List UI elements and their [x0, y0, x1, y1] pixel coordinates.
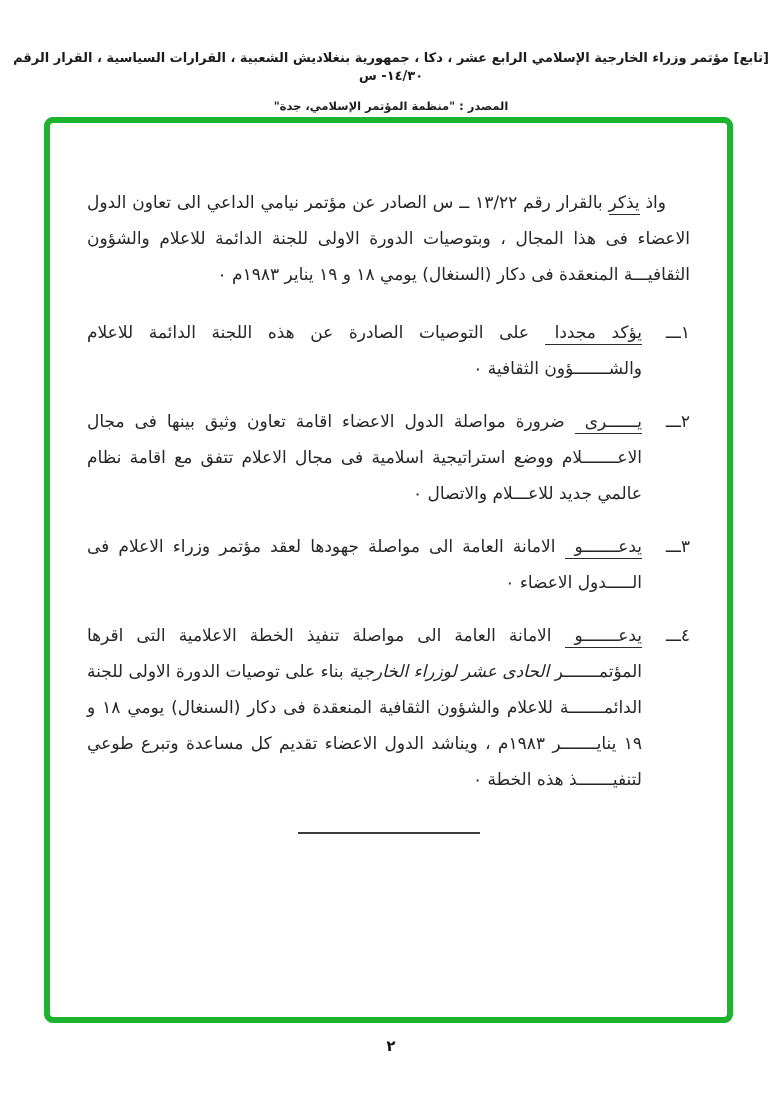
clause-4-body-a: الامانة العامة الى مواصلة تنفيذ الخطة الاعلامية التى اقرها المؤتمـــــــر — [87, 626, 642, 682]
preamble-underlined-word: يذكر — [608, 193, 640, 213]
clause-3-number: ٣ـــ — [665, 537, 690, 557]
clause-1-lead: يؤكد مجددا — [545, 323, 642, 345]
clause-3 — [87, 529, 690, 601]
clause-2-body: ضرورة مواصلة الدول الاعضاء اقامة تعاون وثيق بينها فى مجال الاعـــــــلام ووضع استراتيجية اسلامية فى مجال الاعلام تتفق مع اقامة نظام عالمي جديد للاعـــلام والاتصال ٠ — [87, 412, 642, 504]
page-number: ٢ — [386, 1037, 396, 1055]
clause-3-lead: يدعـــــــو — [565, 537, 642, 559]
section-divider — [298, 832, 480, 834]
green-border-frame — [44, 117, 733, 1023]
clause-4-lead: يدعـــــــو — [565, 626, 642, 648]
header-citation — [0, 50, 782, 113]
clause-2-text — [87, 404, 642, 512]
clause-1-number: ١ـــ — [665, 323, 690, 343]
clause-4-number: ٤ـــ — [665, 626, 690, 646]
clause-2 — [87, 404, 690, 512]
preamble-opening: واذ — [639, 193, 666, 213]
preamble-body: بالقرار رقم ١٣/٢٢ ــ س الصادر عن مؤتمر نيامي الداعي الى تعاون الدول الاعضاء فى هذا المجال ، وبتوصيات الدورة الاولى للجنة الدائمة للاعلام والشؤون الثقافيـــة المنعقدة فى دكار (السنغال) يومي ١٨ و ١٩ يناير ١٩٨٣م ٠ — [87, 193, 690, 285]
clause-3-text — [87, 529, 642, 601]
clause-4-handwritten-phrase: الحادى عشر لوزراء الخارجية — [349, 662, 550, 682]
clause-1-body: على التوصيات الصادرة عن هذه اللجنة الدائمة للاعلام والشـــــــؤون الثقافية ٠ — [87, 323, 642, 379]
resolution-text — [87, 185, 690, 834]
clause-1-text — [87, 315, 642, 387]
clause-2-number: ٢ـــ — [665, 412, 690, 432]
source-line: المصدر : "منظمة المؤتمر الإسلامي، جدة" — [273, 99, 509, 113]
clause-1 — [87, 315, 690, 387]
clause-2-lead: يــــــرى — [575, 412, 642, 434]
clause-3-body: الامانة العامة الى مواصلة جهودها لعقد مؤتمر وزراء الاعلام فى الـــــدول الاعضاء ٠ — [87, 537, 642, 593]
citation-line: [تابع] مؤتمر وزراء الخارجية الإسلامي الرابع عشر ، دكا ، جمهورية بنغلاديش الشعبية ، القرارات السياسية ، القرار الرقم ١٤/٣٠- س — [13, 51, 769, 84]
clause-4-body-b: بناء على توصيات الدورة الاولى للجنة الدائمـــــــة للاعلام والشؤون الثقافية المنعقدة فى دكار (السنغال) يومي ١٨ و ١٩ ينايـــــــر ١٩٨٣م ، ويناشد الدول الاعضاء تقديم كل مساعدة وتبرع طوعي لتنفيـــــــذ هذه الخطة ٠ — [87, 662, 643, 790]
preamble-paragraph — [87, 185, 690, 293]
clause-4-text — [87, 618, 642, 798]
clause-4 — [87, 618, 690, 798]
